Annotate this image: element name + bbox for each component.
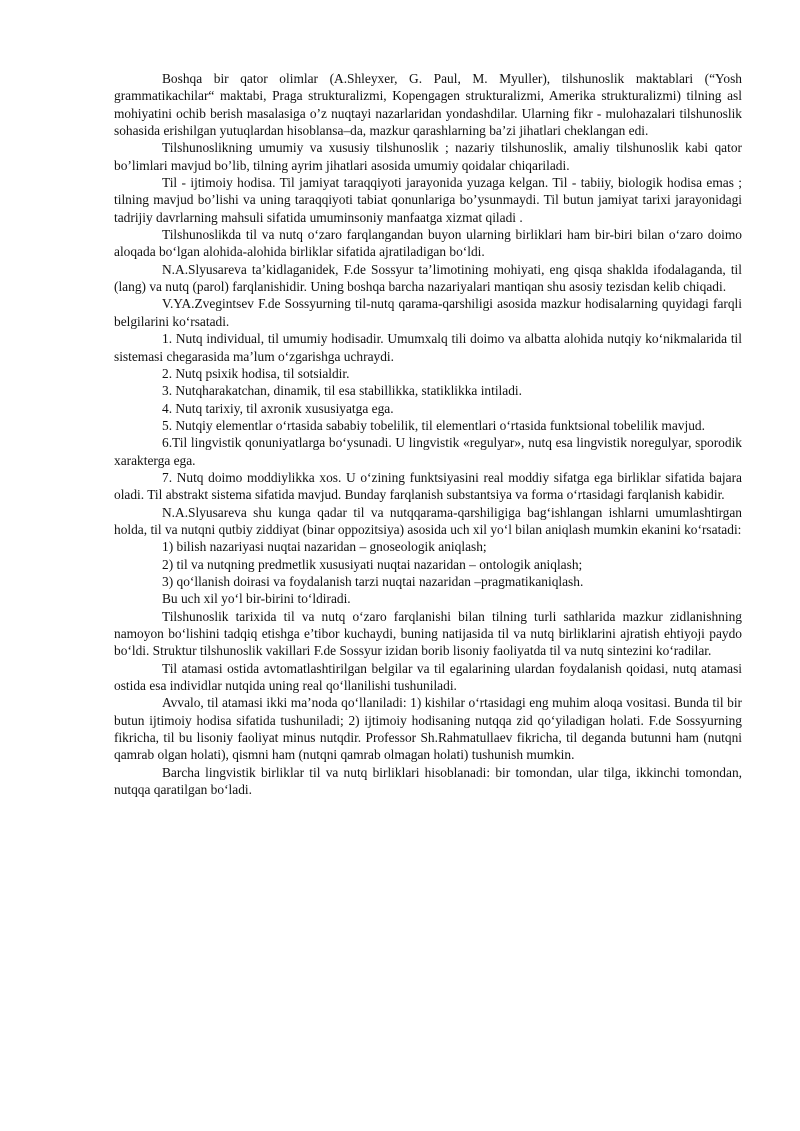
list-item-4: 4. Nutq tarixiy, til axronik xususiyatga ega. <box>162 400 394 416</box>
paragraph-schools: Boshqa bir qator olimlar (A.Shleyxer, G. Paul, M. Myuller), tilshunoslik maktablari (“Yosh grammatikachilar“ maktabi, Praga strukturalizmi, Kopengagen strukturalizmi, Amerika strukturalizmi) tilning asl mohiyatini ochib berish masalasiga o’z nuqtayi nazarlaridan yondashdilar. Ularning fikr - mulohazalari tilshunoslik sohasida erishilgan yutuqlardan hisoblansa–da, mazkur qarashlarning ba’zi jihatlari cheklangan edi. <box>114 71 742 139</box>
paragraph-zvegintsev: V.YA.Zvegintsev F.de Sossyurning til-nutq qarama-qarshiligi asosida mazkur hodisalarning quyidagi farqli belgilarini ko‘rsatadi. <box>114 296 742 329</box>
paragraph-binary-opposition: N.A.Slyusareva shu kunga qadar til va nutqqarama-qarshiligiga bag‘ishlangan ishlarni umumlashtirgan holda, til va nutqni qutbiy ziddiyat (binar oppozitsiya) asosida uch xil yo‘l bilan aniqlash mumkin ekanini ko‘rsatadi: <box>114 504 742 537</box>
list-item-5: 5. Nutqiy elementlar o‘rtasida sababiy tobelilik, til elementlari o‘rtasida funktsional tobelilik mavjud. <box>162 417 705 433</box>
method-item-1: 1) bilish nazariyasi nuqtai nazaridan – gnoseologik aniqlash; <box>162 539 487 555</box>
paragraph-term-language: Til atamasi ostida avtomatlashtirilgan belgilar va til egalarining ulardan foydalanish qoidasi, nutq atamasi ostida esa individlar nutqida uning real qo‘llanilishi tushuniladi. <box>114 660 742 694</box>
paragraph-branches: Tilshunoslikning umumiy va xususiy tilshunoslik ; nazariy tilshunoslik, amaliy tilshunoslik kabi qator bo’limlari mavjud bo’lib, tilning ayrim jihatlari asosida umumiy qoidalar chiqariladi. <box>114 140 742 173</box>
paragraph-slyusareva: N.A.Slyusareva ta’kidlaganidek, F.de Sossyur ta’limotining mohiyati, eng qisqa shaklda ifodalaganda, til (lang) va nutq (parol) farqlanishidir. Uning boshqa barcha nazariyalari mantiqan shu asosiy tezisdan kelib chiqadi. <box>114 261 742 295</box>
method-item-2: 2) til va nutqning predmetlik xususiyati nuqtai nazaridan – ontologik aniqlash; <box>162 556 583 572</box>
document-page <box>114 70 742 798</box>
list-item-3: 3. Nutqharakatchan, dinamik, til esa stabillikka, statiklikka intiladi. <box>162 383 522 399</box>
list-item-6: 6.Til lingvistik qonuniyatlarga bo‘ysunadi. U lingvistik «regulyar», nutq esa lingvistik noregulyar, sporodik xarakterga ega. <box>114 435 742 468</box>
method-item-3: 3) qo‘llanish doirasi va foydalanish tarzi nuqtai nazaridan –pragmatikaniqlash. <box>162 573 584 589</box>
paragraph-language-speech-units: Tilshunoslikda til va nutq o‘zaro farqlangandan buyon ularning birliklari ham bir-biri bilan o‘zaro doimo aloqada bo‘lgan alohida-alohida birliklar sifatida ajratiladigan bo‘ldi. <box>114 227 742 260</box>
list-item-2: 2. Nutq psixik hodisa, til sotsialdir. <box>162 365 350 381</box>
list-item-7: 7. Nutq doimo moddiylikka xos. U o‘zining funktsiyasini real moddiy sifatga ega birliklar sifatida bajara oladi. Til abstrakt sistema sifatida mavjud. Bunday farqlanish substantsiya va forma o‘rtasidagi farqlanish kabidir. <box>114 469 742 503</box>
paragraph-units: Barcha lingvistik birliklar til va nutq birliklari hisoblanadi: bir tomondan, ular tilga, ikkinchi tomondan, nutqqa qaratilgan bo‘ladi. <box>114 764 742 798</box>
paragraph-complement: Bu uch xil yo‘l bir-birini to‘ldiradi. <box>162 591 351 607</box>
paragraph-social-phenomenon: Til - ijtimoiy hodisa. Til jamiyat taraqqiyoti jarayonida yuzaga kelgan. Til - tabiiy, biologik hodisa emas ; tilning mavjud bo’lishi va uning taraqqiyoti tabiat qonunlariga bo’ysunmaydi. Til butun jamiyat tarixi jarayonidagi tadrijiy davrlarning mahsuli sifatida umuminsoniy manfaatga xizmat qiladi . <box>114 175 742 225</box>
list-item-1: 1. Nutq individual, til umumiy hodisadir. Umumxalq tili doimo va albatta alohida nutqiy ko‘nikmalarida til sistemasi chegarasida ma’lum o‘zgarishga uchraydi. <box>114 331 742 364</box>
paragraph-history: Tilshunoslik tarixida til va nutq o‘zaro farqlanishi bilan tilning turli sathlarida mazkur zidlanishning namoyon bo‘lishini tadqiq etishga e’tibor kuchaydi, buning natijasida til va nutq birliklarini ajratish ehtiyoji paydo bo‘ldi. Struktur tilshunoslik vakillari F.de Sossyur izidan borib lisoniy faoliyatda til va nutq sintezini ko‘radilar. <box>114 608 742 659</box>
paragraph-two-meanings: Avvalo, til atamasi ikki ma’noda qo‘llaniladi: 1) kishilar o‘rtasidagi eng muhim aloqa vositasi. Bunda til bir butun ijtimoiy hodisa sifatida tushuniladi; 2) ijtimoiy hodisaning nutqqa zid qo‘yiladigan holati. F.de Sossyurning fikricha, til bu lisoniy faoliyat minus nutqdir. Professor Sh.Rahmatullaev fikricha, til deganda butunni ham (nutqni qamrab olgan holati), qismni ham (nutqni qamrab olmagan holati) tushunish mumkin. <box>114 695 742 763</box>
